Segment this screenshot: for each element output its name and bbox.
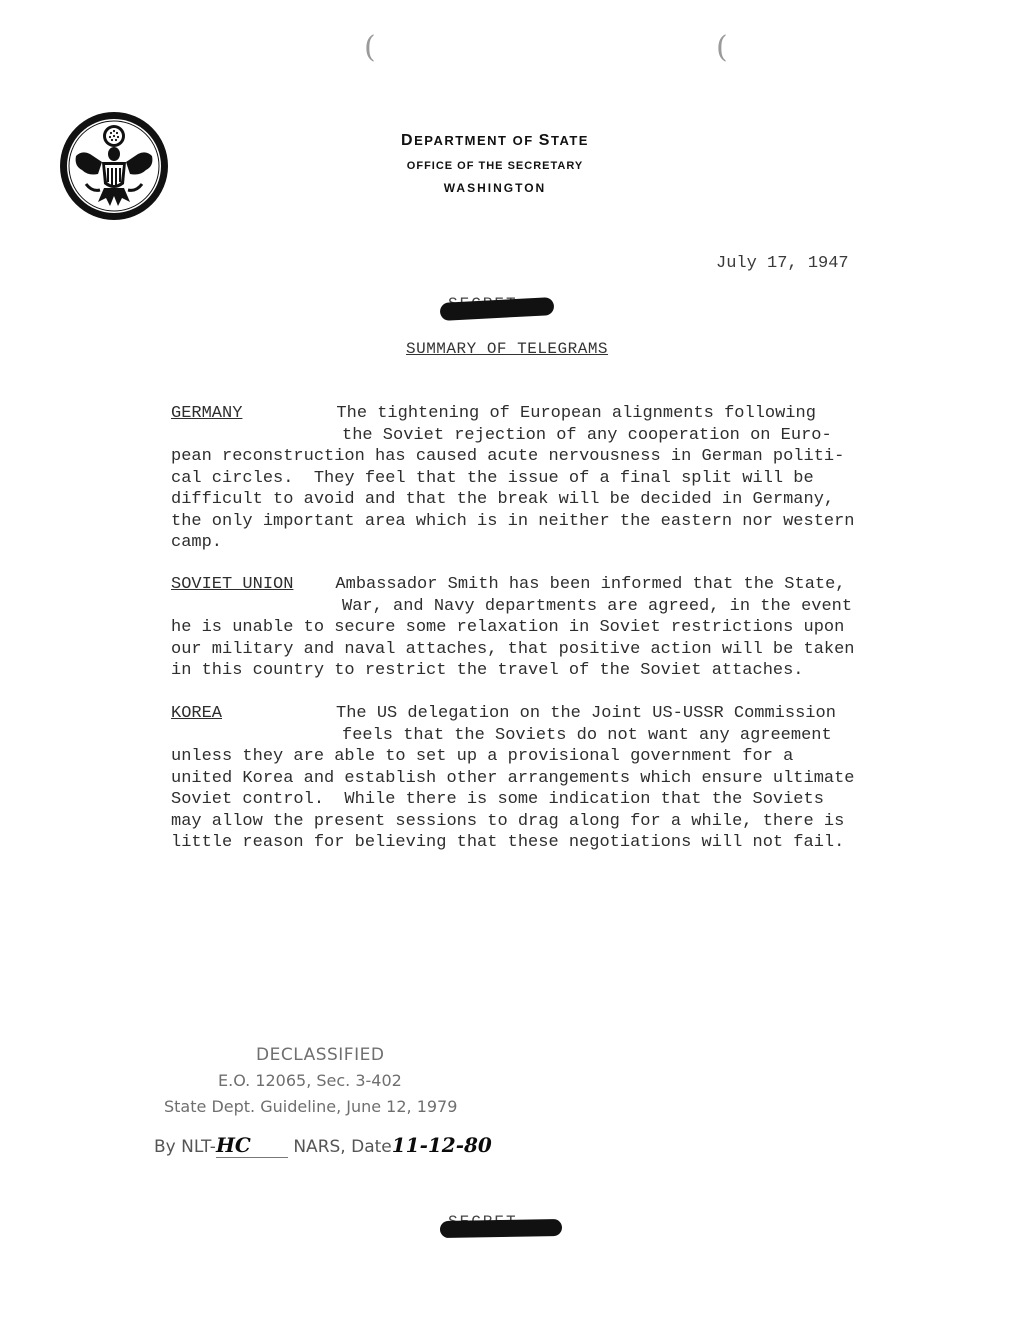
section-line: camp. bbox=[171, 533, 223, 552]
section-line: Ambassador Smith has been informed that the State, bbox=[335, 575, 846, 594]
section-line: unless they are able to set up a provisional government for a bbox=[171, 747, 794, 766]
stamp-by-prefix: By NLT- bbox=[154, 1137, 216, 1157]
stamp-guideline: State Dept. Guideline, June 12, 1979 bbox=[164, 1097, 458, 1116]
section-line: difficult to avoid and that the break will be decided in Germany, bbox=[171, 490, 835, 509]
document-title: SUMMARY OF TELEGRAMS bbox=[406, 340, 609, 358]
section-line: the Soviet rejection of any cooperation on Euro- bbox=[342, 425, 832, 445]
stamp-executive-order: E.O. 12065, Sec. 3-402 bbox=[218, 1071, 402, 1090]
letterhead bbox=[345, 132, 645, 195]
great-seal-eagle-icon bbox=[58, 110, 170, 222]
margin-mark-left: ( bbox=[364, 30, 376, 65]
section-soviet-union bbox=[171, 574, 901, 682]
stamp-authorization bbox=[154, 1133, 492, 1158]
letterhead-department: DEPARTMENT OF STATE bbox=[401, 132, 589, 149]
section-line: may allow the present sessions to drag along for a while, there is bbox=[171, 811, 845, 831]
classification-redaction-bottom bbox=[440, 1219, 562, 1238]
margin-mark-right: ( bbox=[716, 30, 728, 65]
section-heading: GERMANY bbox=[171, 404, 243, 423]
section-heading: KOREA bbox=[171, 704, 223, 723]
section-heading: SOVIET UNION bbox=[171, 575, 294, 594]
section-line: pean reconstruction has caused acute nervousness in German politi- bbox=[171, 447, 845, 466]
section-line: in this country to restrict the travel of the Soviet attaches. bbox=[171, 661, 804, 680]
section-line: he is unable to secure some relaxation in Soviet restrictions upon bbox=[171, 618, 845, 637]
section-korea bbox=[171, 703, 901, 854]
section-line: little reason for believing that these negotiations will not fail. bbox=[171, 833, 845, 852]
section-line: Soviet control. While there is some indication that the Soviets bbox=[171, 790, 824, 809]
stamp-nars-label: NARS, Date bbox=[293, 1137, 392, 1157]
section-line: feels that the Soviets do not want any agreement bbox=[342, 725, 832, 745]
section-line: The tightening of European alignments following bbox=[336, 404, 816, 423]
letterhead-office: OFFICE OF THE SECRETARY bbox=[406, 160, 584, 172]
section-line: cal circles. They feel that the issue of a final split will be bbox=[171, 468, 814, 488]
section-germany bbox=[171, 403, 901, 554]
section-line: War, and Navy departments are agreed, in the event bbox=[342, 596, 853, 616]
section-line: united Korea and establish other arrangements which ensure ultimate bbox=[171, 768, 855, 788]
stamp-declassified: DECLASSIFIED bbox=[256, 1045, 385, 1065]
stamp-handwritten-initials: HC bbox=[216, 1133, 288, 1158]
section-line: the only important area which is in neither the eastern nor western bbox=[171, 511, 855, 531]
section-line: The US delegation on the Joint US-USSR Commission bbox=[336, 704, 836, 723]
section-line: our military and naval attaches, that positive action will be taken bbox=[171, 639, 855, 659]
letterhead-city: WASHINGTON bbox=[443, 181, 547, 195]
document-date: July 17, 1947 bbox=[716, 254, 849, 273]
stamp-handwritten-date: 11-12-80 bbox=[391, 1133, 492, 1157]
